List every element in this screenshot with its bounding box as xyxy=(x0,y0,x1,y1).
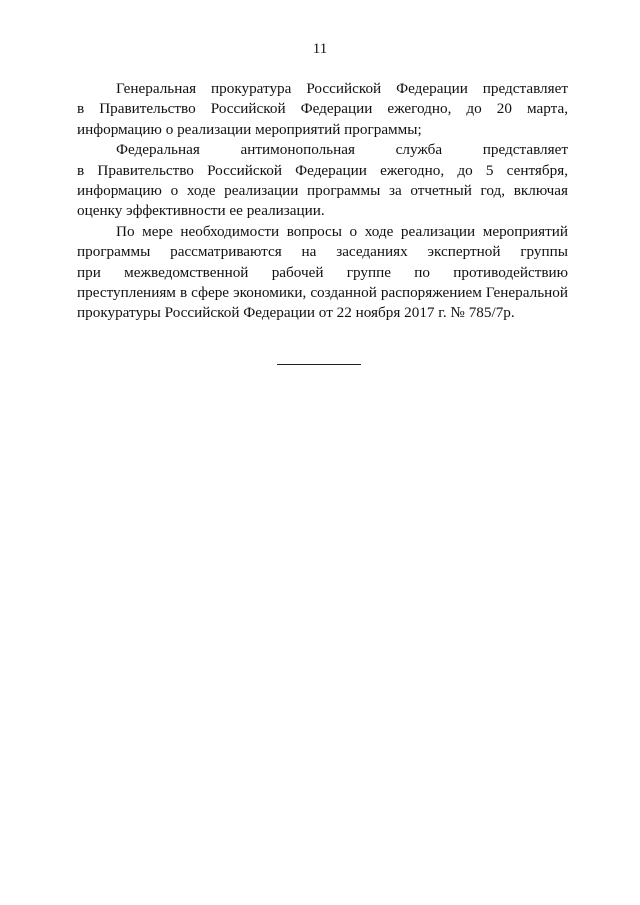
text-line: программы рассматриваются на заседаниях экспертной группы xyxy=(77,243,568,261)
text-line: в Правительство Российской Федерации ежегодно, до 5 сентября, xyxy=(77,161,568,179)
paragraph-expert-group xyxy=(77,222,568,324)
paragraph-prosecutor-report xyxy=(77,79,568,140)
page-number: 11 xyxy=(312,41,328,57)
end-divider xyxy=(277,364,361,365)
text-line: информацию о ходе реализации программы за отчетный год, включая xyxy=(77,182,568,200)
text-line: оценку эффективности ее реализации. xyxy=(77,202,325,220)
text-line: в Правительство Российской Федерации ежегодно, до 20 марта, xyxy=(77,100,568,118)
text-line: прокуратуры Российской Федерации от 22 ноября 2017 г. № 785/7р. xyxy=(77,304,515,322)
document-body xyxy=(77,79,568,324)
text-line: Федеральная антимонопольная служба представляет xyxy=(116,141,568,159)
paragraph-antimonopoly-report xyxy=(77,140,568,222)
text-line: Генеральная прокуратура Российской Федерации представляет xyxy=(116,80,568,97)
text-line: По мере необходимости вопросы о ходе реализации мероприятий xyxy=(116,222,568,240)
text-line: преступлениям в сфере экономики, созданной распоряжением Генеральной xyxy=(77,284,568,302)
text-line: при межведомственной рабочей группе по противодействию xyxy=(77,263,568,281)
text-line: информацию о реализации мероприятий программы; xyxy=(77,120,422,138)
